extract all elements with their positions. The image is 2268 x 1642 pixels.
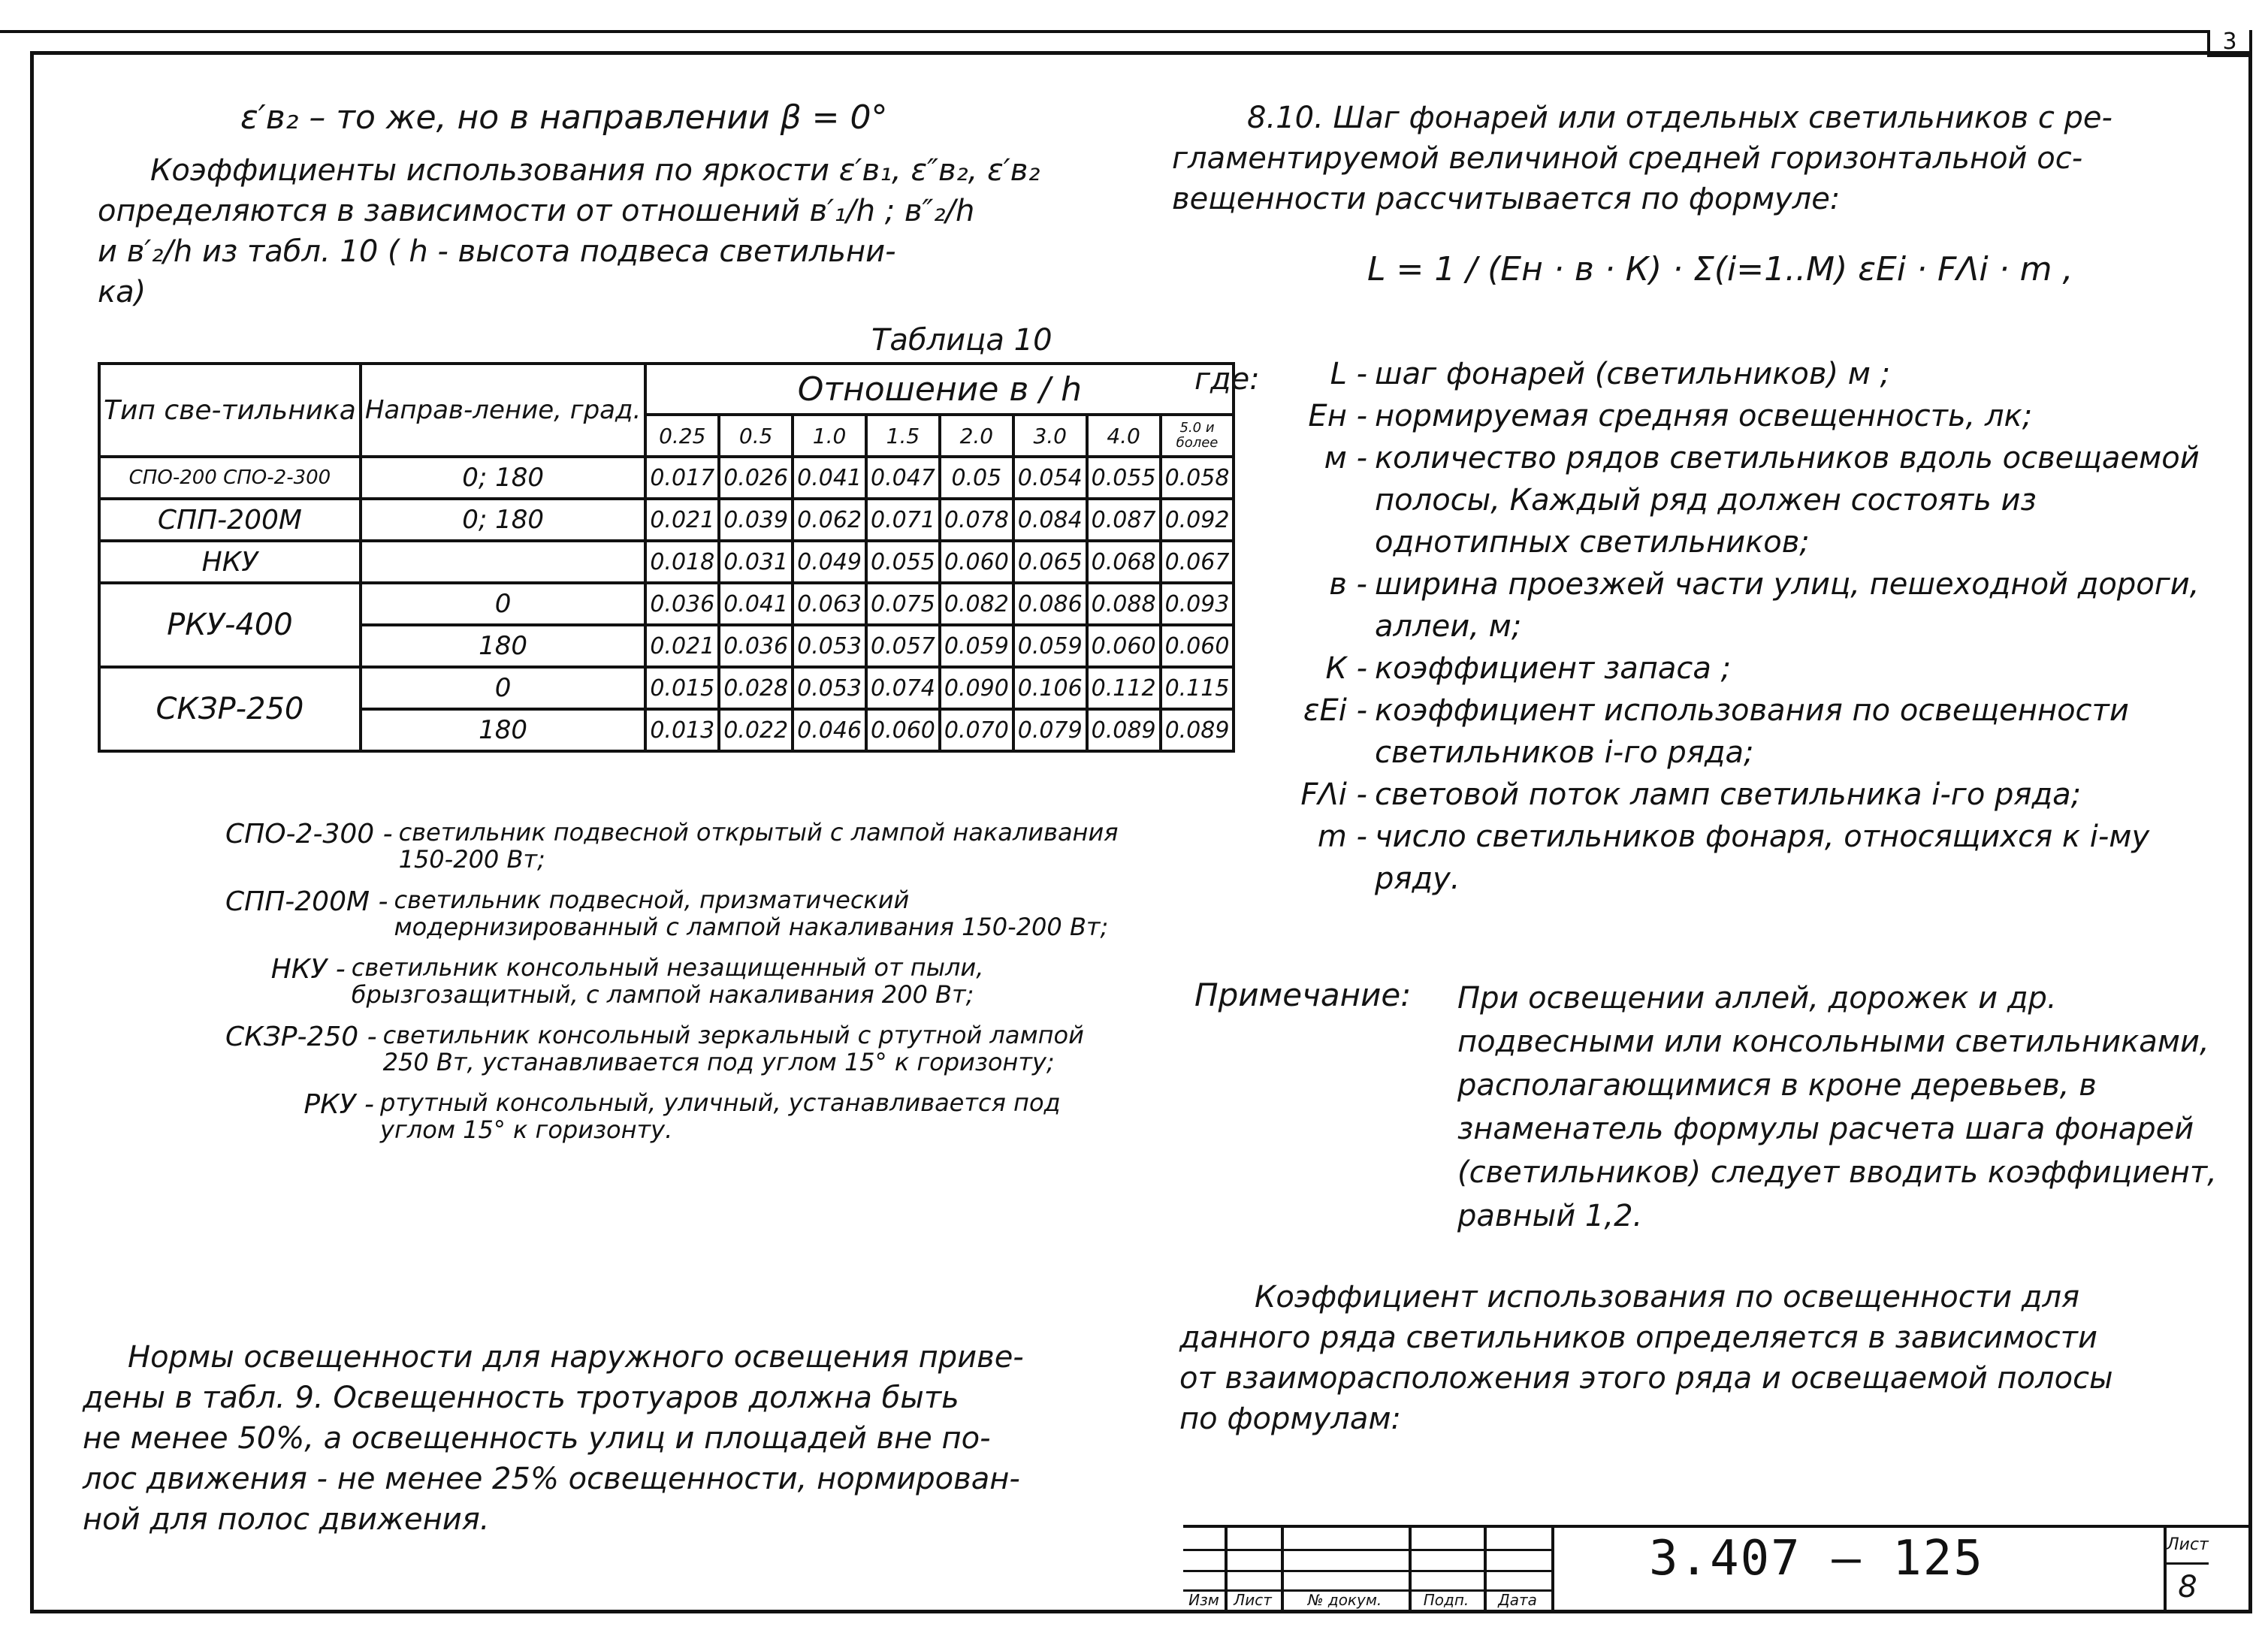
ratio-header: 4.0 [1087,415,1161,457]
value-cell: 0.106 [1013,667,1087,709]
dir-cell: 0 [361,583,645,625]
value-cell: 0.093 [1161,583,1234,625]
norms-paragraph [83,1337,1134,1540]
value-cell: 0.060 [940,541,1013,583]
stamp-label: Лист [1234,1591,1272,1609]
legend-item [1187,816,2239,900]
legend-item [1187,437,2239,563]
intro-line: гламентируемой величиной средней горизонтальной ос- [1172,141,2083,176]
ratio-header: 0.25 [645,415,719,457]
dir-cell: 0 [361,667,645,709]
abbrev-item [225,954,1127,1008]
dir-cell: 0; 180 [361,499,645,541]
value-cell: 0.089 [1087,709,1161,751]
legend-key: εEi - [1303,693,1367,728]
type-cell: НКУ [99,541,361,583]
table-10 [98,362,1235,753]
norms-line: не менее 50%, а освещенность улиц и площадей вне по- [83,1421,991,1456]
value-cell: 0.084 [1013,499,1087,541]
dir-cell: 0; 180 [361,457,645,499]
table-title: Таблица 10 [871,323,1052,358]
norms-line: дены в табл. 9. Освещенность тротуаров должна быть [83,1381,959,1415]
dir-cell: 180 [361,709,645,751]
ratio-header: 2.0 [940,415,1013,457]
para1-line: и в′₂/h из табл. 10 ( h - высота подвеса светильни- [98,234,896,269]
value-cell: 0.017 [645,457,719,499]
value-cell: 0.041 [793,457,866,499]
legend-key: м - [1324,441,1367,475]
value-cell: 0.075 [866,583,940,625]
right-column [1172,98,2224,290]
legend-key: в - [1329,567,1367,602]
col-header-ratio: Отношение в / h [645,364,1234,415]
definition-line: ε′в₂ – то же, но в направлении β = 0° [240,98,888,137]
value-cell: 0.013 [645,709,719,751]
note-label: Примечание: [1194,976,1412,1013]
legend-item [1187,690,2239,774]
sheet-box [2164,1528,2209,1612]
note-block [1194,976,2246,1238]
document-code: 3.407 — 125 [1649,1531,1984,1586]
value-cell: 0.060 [866,709,940,751]
legend-key: L - [1330,357,1367,391]
formula: L = 1 / (Eн · в · К) · Σ(i=1..M) εEi · FΛi · m , [1367,250,2073,288]
value-cell: 0.039 [719,499,793,541]
legend-text: нормируемая средняя освещенность, лк; [1375,399,2033,433]
abbreviations-list [225,819,1127,1157]
final-paragraph [1179,1277,2231,1439]
value-cell: 0.089 [1161,709,1234,751]
sheet-label: Лист [2167,1528,2209,1565]
stamp-divider [1551,1528,1554,1612]
norms-line: лос движения - не менее 25% освещенности, нормирован- [83,1462,1020,1496]
stamp-label: Дата [1498,1591,1537,1609]
abbrev-key: НКУ - [270,954,346,985]
ratio-header: 3.0 [1013,415,1087,457]
final-line: по формулам: [1179,1402,1401,1436]
abbrev-key: СПО-2-300 - [225,819,393,850]
legend-item [1187,647,2239,690]
value-cell: 0.065 [1013,541,1087,583]
abbrev-key: СПП-200М - [225,886,388,917]
legend-item [1187,774,2239,816]
formula-legend [1187,353,2239,900]
value-cell: 0.054 [1013,457,1087,499]
ratio-header: 1.0 [793,415,866,457]
value-cell: 0.053 [793,667,866,709]
dir-cell [361,541,645,583]
value-cell: 0.071 [866,499,940,541]
legend-text: ширина проезжей части улиц, пешеходной дороги, аллеи, м; [1375,567,2200,644]
value-cell: 0.059 [1013,625,1087,667]
legend-item [1187,563,2239,647]
value-cell: 0.092 [1161,499,1234,541]
final-line: данного ряда светильников определяется в зависимости [1179,1321,2097,1355]
abbrev-text: светильник подвесной, призматический модернизированный с лампой накаливания 150-200 Вт; [394,886,1109,941]
final-line: от взаиморасположения этого ряда и освещаемой полосы [1179,1361,2113,1396]
legend-key: FΛi - [1300,777,1367,812]
intro-line: 8.10. Шаг фонарей или отдельных светильников с ре- [1247,101,2112,135]
value-cell: 0.05 [940,457,1013,499]
abbrev-text: светильник консольный зеркальный с ртутной лампой 250 Вт, устанавливается под углом 15° к горизонту; [382,1021,1084,1076]
abbrev-text: светильник консольный незащищенный от пыли, брызгозащитный, с лампой накаливания 200 Вт; [351,953,984,1009]
value-cell: 0.088 [1087,583,1161,625]
table-row [99,667,1234,709]
legend-text: число светильников фонаря, относящихся к i-му ряду. [1375,819,2150,896]
table-row [99,541,1234,583]
where-label: где: [1194,362,1260,397]
value-cell: 0.036 [719,625,793,667]
value-cell: 0.115 [1161,667,1234,709]
para1-line: Коэффициенты использования по яркости ε′в₁, ε″в₂, ε′в₂ [150,153,1040,188]
value-cell: 0.060 [1087,625,1161,667]
col-header-direction: Направ-ление, град. [361,364,645,457]
stamp-label: Подп. [1423,1591,1469,1609]
intro-line: вещенности рассчитывается по формуле: [1172,182,1841,216]
legend-key: Eн - [1308,399,1367,433]
top-border-line [0,30,2207,33]
abbrev-item [225,886,1127,940]
value-cell: 0.058 [1161,457,1234,499]
value-cell: 0.028 [719,667,793,709]
legend-item [1187,395,2239,437]
table-row [99,457,1234,499]
ratio-header: 5.0 и более [1161,415,1234,457]
legend-key: К - [1325,651,1367,686]
value-cell: 0.047 [866,457,940,499]
value-cell: 0.026 [719,457,793,499]
value-cell: 0.086 [1013,583,1087,625]
abbrev-key: РКУ - [304,1089,375,1120]
value-cell: 0.031 [719,541,793,583]
norms-line: Нормы освещенности для наружного освещения приве- [128,1340,1024,1375]
table-row [99,499,1234,541]
value-cell: 0.087 [1087,499,1161,541]
sheet-number: 8 [2178,1570,2197,1604]
value-cell: 0.112 [1087,667,1161,709]
para1-line: ка) [98,275,146,309]
abbrev-key: СКЗР-250 - [225,1022,377,1052]
type-cell: СПО-200 СПО-2-300 [99,457,361,499]
legend-key: m - [1317,819,1367,854]
final-line: Коэффициент использования по освещенности для [1255,1280,2080,1315]
value-cell: 0.055 [866,541,940,583]
para1-line: определяются в зависимости от отношений в′₁/h ; в″₂/h [98,194,975,228]
value-cell: 0.018 [645,541,719,583]
value-cell: 0.062 [793,499,866,541]
value-cell: 0.082 [940,583,1013,625]
type-cell: СПП-200М [99,499,361,541]
value-cell: 0.078 [940,499,1013,541]
value-cell: 0.041 [719,583,793,625]
note-text: При освещении аллей, дорожек и др. подвесными или консольными светильниками, располагающимися в кроне деревьев, в знаменатель формулы расчета шага фонарей (светильников) следует вводить коэффициент, равный 1,2. [1457,981,2217,1233]
stamp-label: № докум. [1307,1591,1382,1609]
abbrev-item [225,1022,1127,1076]
legend-text: коэффициент запаса ; [1375,651,1732,686]
value-cell: 0.070 [940,709,1013,751]
dir-cell: 180 [361,625,645,667]
value-cell: 0.060 [1161,625,1234,667]
stamp-divider [1183,1570,1551,1572]
value-cell: 0.053 [793,625,866,667]
value-cell: 0.057 [866,625,940,667]
table-row [99,583,1234,625]
value-cell: 0.049 [793,541,866,583]
legend-text: коэффициент использования по освещенности светильников i-го ряда; [1375,693,2129,770]
ratio-header: 0.5 [719,415,793,457]
value-cell: 0.046 [793,709,866,751]
value-cell: 0.079 [1013,709,1087,751]
stamp-divider [1183,1549,1551,1551]
corner-number: 3 [2207,30,2252,57]
abbrev-text: ртутный консольный, уличный, устанавливается под углом 15° к горизонту. [380,1088,1061,1144]
value-cell: 0.074 [866,667,940,709]
value-cell: 0.059 [940,625,1013,667]
stamp-column-labels [1183,1591,1551,1609]
col-header-type: Тип све-тильника [99,364,361,457]
value-cell: 0.022 [719,709,793,751]
norms-line: ной для полос движения. [83,1502,490,1537]
abbrev-text: светильник подвесной открытый с лампой накаливания 150-200 Вт; [398,818,1119,874]
legend-item [1187,353,2239,395]
value-cell: 0.090 [940,667,1013,709]
value-cell: 0.015 [645,667,719,709]
value-cell: 0.036 [645,583,719,625]
ratio-header: 1.5 [866,415,940,457]
left-column [98,98,1112,358]
legend-text: световой поток ламп светильника i-го ряда; [1375,777,2082,812]
type-cell: РКУ-400 [99,583,361,667]
value-cell: 0.055 [1087,457,1161,499]
stamp-label: Изм [1188,1591,1219,1609]
value-cell: 0.068 [1087,541,1161,583]
abbrev-item [225,1089,1127,1143]
abbrev-item [225,819,1127,873]
value-cell: 0.021 [645,499,719,541]
type-cell: СКЗР-250 [99,667,361,751]
title-stamp [1183,1525,2250,1612]
value-cell: 0.067 [1161,541,1234,583]
legend-text: количество рядов светильников вдоль освещаемой полосы, Каждый ряд должен состоять из однотипных светильников; [1375,441,2200,560]
value-cell: 0.063 [793,583,866,625]
value-cell: 0.021 [645,625,719,667]
legend-text: шаг фонарей (светильников) м ; [1375,357,1891,391]
